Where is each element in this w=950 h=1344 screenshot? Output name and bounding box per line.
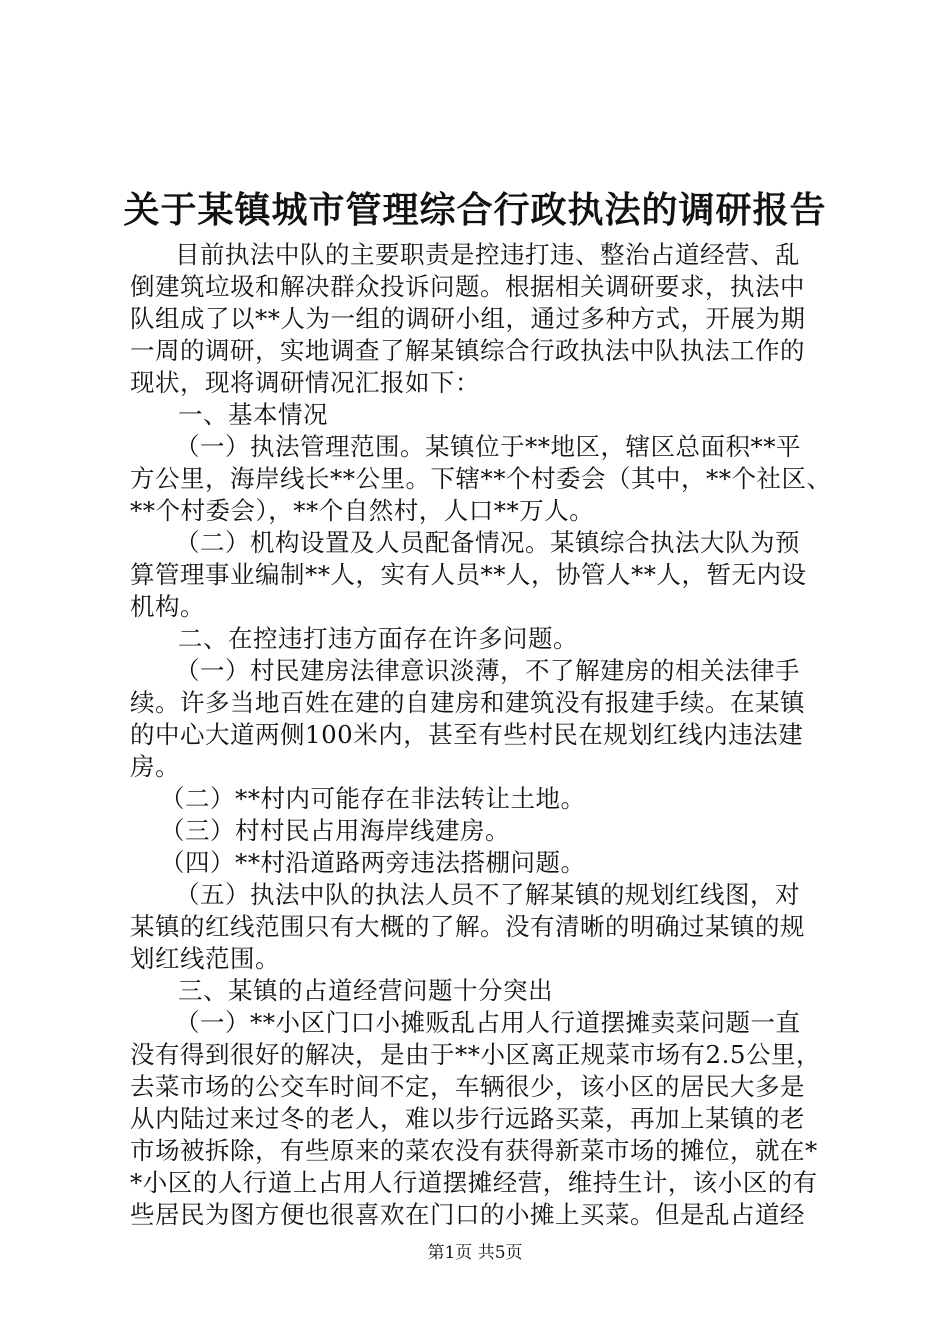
body-line: 续。许多当地百姓在建的自建房和建筑没有报建手续。在某镇 <box>130 688 805 717</box>
body-line: *小区的人行道上占用人行道摆摊经营，维持生计，该小区的有 <box>130 1168 818 1197</box>
body-line: 倒建筑垃圾和解决群众投诉问题。根据相关调研要求，执法中 <box>130 272 805 301</box>
body-line: 从内陆过来过冬的老人，难以步行远路买菜，再加上某镇的老 <box>130 1104 805 1133</box>
document-title: 关于某镇城市管理综合行政执法的调研报告 <box>123 189 827 231</box>
body-line: 方公里，海岸线长**公里。下辖**个村委会（其中，**个社区、 <box>130 464 832 493</box>
body-line: （二）机构设置及人员配备情况。某镇综合执法大队为预 <box>175 528 800 557</box>
body-line: 队组成了以**人为一组的调研小组，通过多种方式，开展为期 <box>130 304 806 333</box>
body-line: 没有得到很好的解决，是由于**小区离正规菜市场有2.5公里， <box>130 1040 821 1069</box>
body-line: **个村委会），**个自然村，人口**万人。 <box>130 496 595 525</box>
section-heading: 二、在控违打违方面存在许多问题。 <box>178 624 578 653</box>
body-line: （二）**村内可能存在非法转让土地。 <box>160 784 586 813</box>
body-line: （一）**小区门口小摊贩乱占用人行道摆摊卖菜问题一直 <box>175 1008 801 1037</box>
body-line: 的中心大道两侧100米内，甚至有些村民在规划红线内违法建 <box>130 720 804 749</box>
body-line: 划红线范围。 <box>130 944 280 973</box>
section-heading: 三、某镇的占道经营问题十分突出 <box>178 976 553 1005</box>
body-line: 一周的调研，实地调查了解某镇综合行政执法中队执法工作的 <box>130 336 805 365</box>
body-line: （五）执法中队的执法人员不了解某镇的规划红线图，对 <box>175 880 800 909</box>
body-line: 市场被拆除，有些原来的菜农没有获得新菜市场的摊位，就在* <box>130 1136 818 1165</box>
body-line: 某镇的红线范围只有大概的了解。没有清晰的明确过某镇的规 <box>130 912 805 941</box>
body-line: （四）**村沿道路两旁违法搭棚问题。 <box>160 848 586 877</box>
body-line: 机构。 <box>130 592 205 621</box>
body-line: 现状，现将调研情况汇报如下： <box>130 368 480 397</box>
body-line: 去菜市场的公交车时间不定，车辆很少，该小区的居民大多是 <box>130 1072 805 1101</box>
body-line: 房。 <box>130 752 180 781</box>
page-footer: 第1页 共5页 <box>427 1243 523 1263</box>
body-line: 些居民为图方便也很喜欢在门口的小摊上买菜。但是乱占道经 <box>130 1200 805 1229</box>
body-line: （一）执法管理范围。某镇位于**地区，辖区总面积**平 <box>175 432 801 461</box>
body-line: （一）村民建房法律意识淡薄，不了解建房的相关法律手 <box>175 656 800 685</box>
body-line: 目前执法中队的主要职责是控违打违、整治占道经营、乱 <box>175 240 800 269</box>
body-line: 算管理事业编制**人，实有人员**人，协管人**人，暂无内设 <box>130 560 807 589</box>
section-heading: 一、基本情况 <box>178 400 328 429</box>
body-line: （三）村村民占用海岸线建房。 <box>160 816 510 845</box>
